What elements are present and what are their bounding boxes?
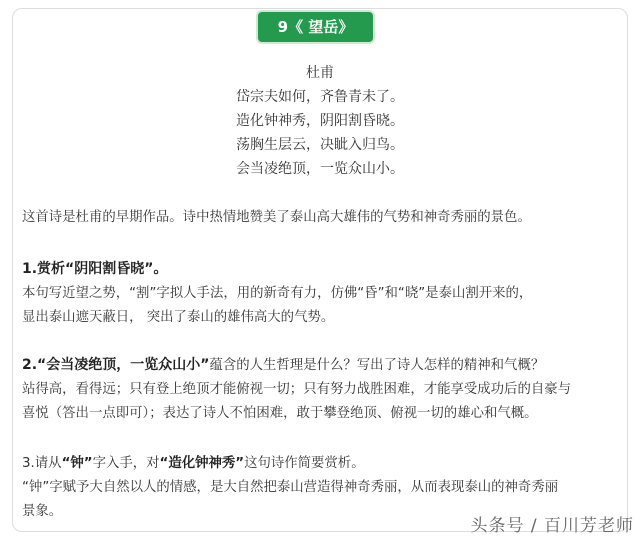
question-3-suffix: 这句诗作简要赏析。 (244, 456, 365, 471)
poem-author: 杜甫 (306, 65, 334, 81)
question-3-keyword: “钟” (61, 456, 93, 471)
question-2-text: 蕴含的人生哲理是什么？写出了诗人怎样的精神和气概？ (209, 358, 545, 373)
answer-1-line: 本句写近望之势，“割”字拟人手法，用的新奇有力，仿佛“昏”和“晓”是泰山割开来的， (22, 286, 533, 301)
question-1: 1.赏析“阴阳割昏晓”。 (22, 261, 168, 277)
poem-line: 荡胸生层云，决眦入归鸟。 (236, 137, 404, 153)
answer-1-line: 显出泰山遮天蔽日， 突出了泰山的雄伟高大的气势。 (22, 310, 335, 325)
answer-2-line: 站得高，看得远；只有登上绝顶才能俯视一切；只有努力战胜困难，才能享受成功后的自豪与 (22, 382, 572, 397)
poem-title-banner: 9《 望岳》 (258, 12, 373, 42)
answer-2-line: 喜悦（答出一点即可）；表达了诗人不怕困难，敢于攀登绝顶、俯视一切的雄心和气概。 (22, 406, 538, 421)
poem-line: 造化钟神秀，阴阳割昏晓。 (236, 113, 404, 129)
question-2 (22, 354, 622, 374)
question-3-prefix: 3.请从 (22, 456, 62, 471)
watermark: 头条号 / 百川芳老师 (470, 516, 634, 536)
question-3 (22, 452, 622, 471)
intro-paragraph: 这首诗是杜甫的早期作品。诗中热情地赞美了泰山高大雄伟的气势和神奇秀丽的景色。 (22, 210, 531, 225)
question-3-mid: 字入手，对 (92, 456, 160, 471)
question-3-quote: “造化钟神秀” (159, 456, 245, 471)
question-2-quote: 2.“会当凌绝顶，一览众山小” (22, 357, 210, 373)
answer-3-line: “钟”字赋予大自然以人的情感，是大自然把泰山营造得神奇秀丽，从而表现泰山的神奇秀丽 (22, 480, 559, 495)
poem-line: 会当凌绝顶，一览众山小。 (236, 161, 404, 177)
answer-3-line: 景象。 (22, 504, 63, 519)
poem-line: 岱宗夫如何，齐鲁青未了。 (236, 89, 404, 105)
